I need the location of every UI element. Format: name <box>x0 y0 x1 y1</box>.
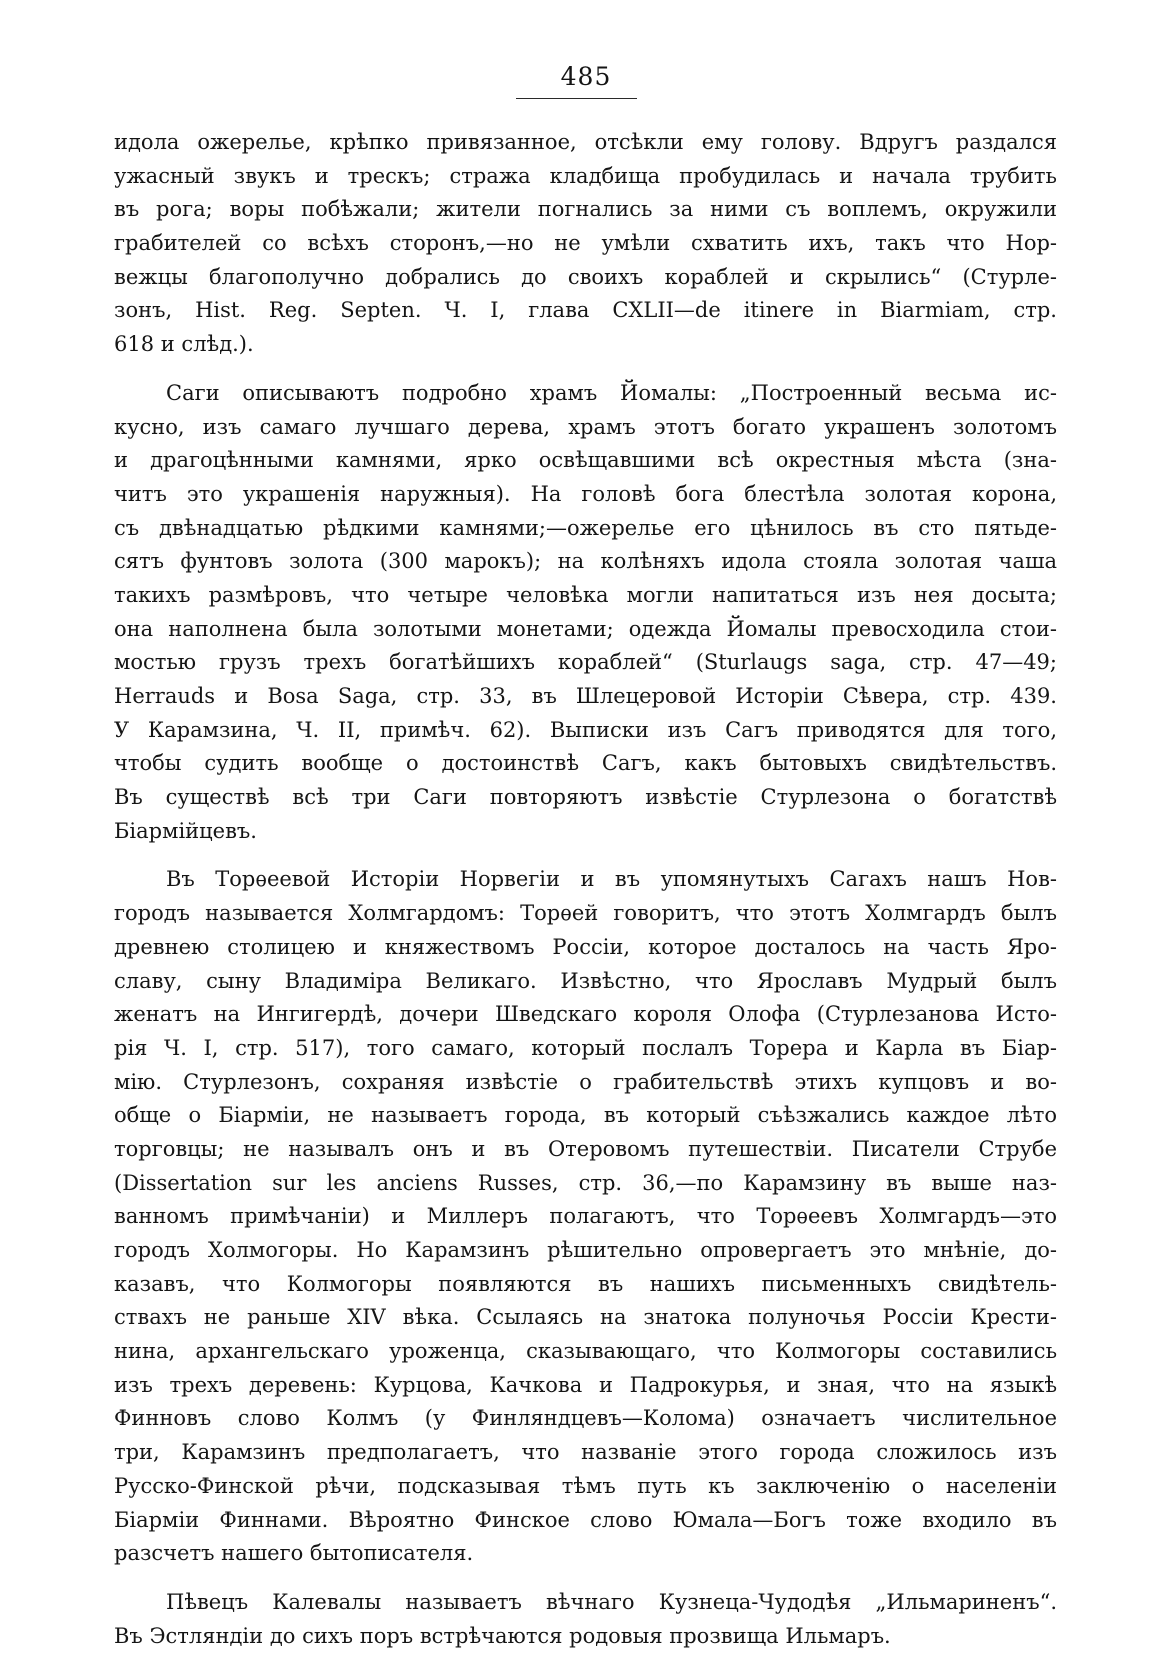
text-line: кусно, изъ самаго лучшаго дерева, храмъ этотъ богато украшенъ золотомъ <box>114 414 1057 439</box>
page-number-rule <box>516 98 637 99</box>
text-line: мостью грузъ трехъ богатѣйшихъ кораблей“ (Sturlaugs saga, стр. 47—49; <box>114 650 1057 675</box>
text-line: казавъ, что Колмогоры появляются въ нашихъ письменныхъ свидѣтель- <box>114 1271 1057 1296</box>
text-line: городъ Холмогоры. Но Карамзинъ рѣшительно опровергаетъ это мнѣніе, до- <box>114 1238 1057 1262</box>
text-line: она наполнена была золотыми монетами; одежда Йомалы превосходила стои- <box>114 616 1057 641</box>
body-text <box>114 126 1057 1668</box>
text-line: вежцы благополучно добрались до своихъ кораблей и скрылись“ (Стурле- <box>114 264 1057 289</box>
text-line: и драгоцѣнными камнями, ярко освѣщавшими всѣ окрестныя мѣста (зна- <box>114 448 1057 473</box>
text-line: съ двѣнадцатью рѣдкими камнями;—ожерелье его цѣнилось въ сто пятьде- <box>114 515 1057 540</box>
text-line: такихъ размѣровъ, что четыре человѣка могли напитаться изъ нея досыта; <box>114 582 1057 607</box>
text-line: Пѣвецъ Калевалы называетъ вѣчнаго Кузнеца-Чудодѣя „Ильмариненъ“. <box>166 1589 1057 1614</box>
text-line: славу, сыну Владиміра Великаго. Извѣстно, что Ярославъ Мудрый былъ <box>114 968 1057 993</box>
text-line: женатъ на Ингигердѣ, дочери Шведскаго короля Олофа (Стурлезанова Исто- <box>114 1002 1057 1027</box>
text-line: въ рога; воры побѣжали; жители погнались за ними съ воплемъ, окружили <box>114 197 1057 222</box>
text-line: идола ожерелье, крѣпко привязанное, отсѣкли ему голову. Вдругъ раздался <box>114 130 1057 154</box>
text-line: чтобы судить вообще о достоинствѣ Сагъ, какъ бытовыхъ свидѣтельствъ. <box>114 751 1057 776</box>
text-line: разсчетъ нашего бытописателя. <box>114 1541 474 1566</box>
text-line: Въ Эстляндіи до сихъ поръ встрѣчаются родовыя прозвища Ильмаръ. <box>114 1623 891 1648</box>
text-line: рія Ч. I, стр. 517), того самаго, который послалъ Торера и Карла въ Біар- <box>114 1035 1057 1060</box>
text-line: ствахъ не раньше XIV вѣка. Ссылаясь на знатока полуночья Россіи Крести- <box>114 1305 1057 1330</box>
text-line: три, Карамзинъ предполагаетъ, что названіе этого города сложилось изъ <box>114 1440 1057 1465</box>
text-line: нина, архангельскаго уроженца, сказывающаго, что Колмогоры составились <box>114 1339 1057 1364</box>
text-line: сятъ фунтовъ золота (300 марокъ); на колѣняхъ идола стояла золотая чаша <box>114 549 1057 574</box>
text-line: (Dissertation sur les anciens Russes, стр. 36,—по Карамзину въ выше наз- <box>114 1170 1057 1195</box>
text-line: читъ это украшенія наружныя). На головѣ бога блестѣла золотая корона, <box>114 481 1057 506</box>
paragraph <box>114 377 1057 849</box>
paragraph <box>114 1586 1057 1653</box>
page-number: 485 <box>560 62 612 91</box>
text-line: торговцы; не называлъ онъ и въ Отеровомъ путешествіи. Писатели Струбе <box>114 1136 1057 1161</box>
text-line: древнею столицею и княжествомъ Россіи, которое досталось на часть Яро- <box>114 934 1057 959</box>
text-line: Herrauds и Bosa Saga, стр. 33, въ Шлецеровой Исторіи Сѣвера, стр. 439. <box>114 684 1057 708</box>
text-line: Въ Торѳеевой Исторіи Норвегіи и въ упомянутыхъ Сагахъ нашъ Нов- <box>166 867 1057 892</box>
text-line: зонъ, Hist. Reg. Septen. Ч. I, глава CXLII—de itinere in Biarmiam, стр. <box>114 298 1057 323</box>
text-line: городъ называется Холмгардомъ: Торѳей говоритъ, что этотъ Холмгардъ былъ <box>114 901 1057 926</box>
text-line: У Карамзина, Ч. II, примѣч. 62). Выписки изъ Сагъ приводятся для того, <box>114 717 1057 742</box>
text-line: 618 и слѣд.). <box>114 332 254 357</box>
text-line: Финновъ слово Колмъ (у Финляндцевъ—Колома) означаетъ числительное <box>114 1406 1057 1431</box>
text-line: Біармійцевъ. <box>114 818 257 843</box>
text-line: ужасный звукъ и трескъ; стража кладбища пробудилась и начала трубить <box>114 163 1057 188</box>
text-line: Біарміи Финнами. Вѣроятно Финское слово Юмала—Богъ тоже входило въ <box>114 1507 1057 1532</box>
paragraph <box>114 126 1057 362</box>
text-line: Русско-Финской рѣчи, подсказывая тѣмъ путь къ заключенію о населеніи <box>114 1473 1057 1498</box>
text-line: мію. Стурлезонъ, сохраняя извѣстіе о грабительствѣ этихъ купцовъ и во- <box>114 1069 1057 1094</box>
text-line: ванномъ примѣчаніи) и Миллеръ полагаютъ, что Торѳеевъ Холмгардъ—это <box>114 1204 1057 1229</box>
text-line: обще о Біарміи, не называетъ города, въ который съѣзжались каждое лѣто <box>114 1103 1057 1128</box>
text-line: Въ существѣ всѣ три Саги повторяютъ извѣстіе Стурлезона о богатствѣ <box>114 785 1057 810</box>
paragraph <box>114 863 1057 1570</box>
text-line: Саги описываютъ подробно храмъ Йомалы: „Построенный весьма ис- <box>166 380 1057 405</box>
text-line: грабителей со всѣхъ сторонъ,—но не умѣли схватить ихъ, такъ что Нор- <box>114 231 1057 256</box>
text-line: изъ трехъ деревень: Курцова, Качкова и Падрокурья, и зная, что на языкѣ <box>114 1372 1057 1397</box>
